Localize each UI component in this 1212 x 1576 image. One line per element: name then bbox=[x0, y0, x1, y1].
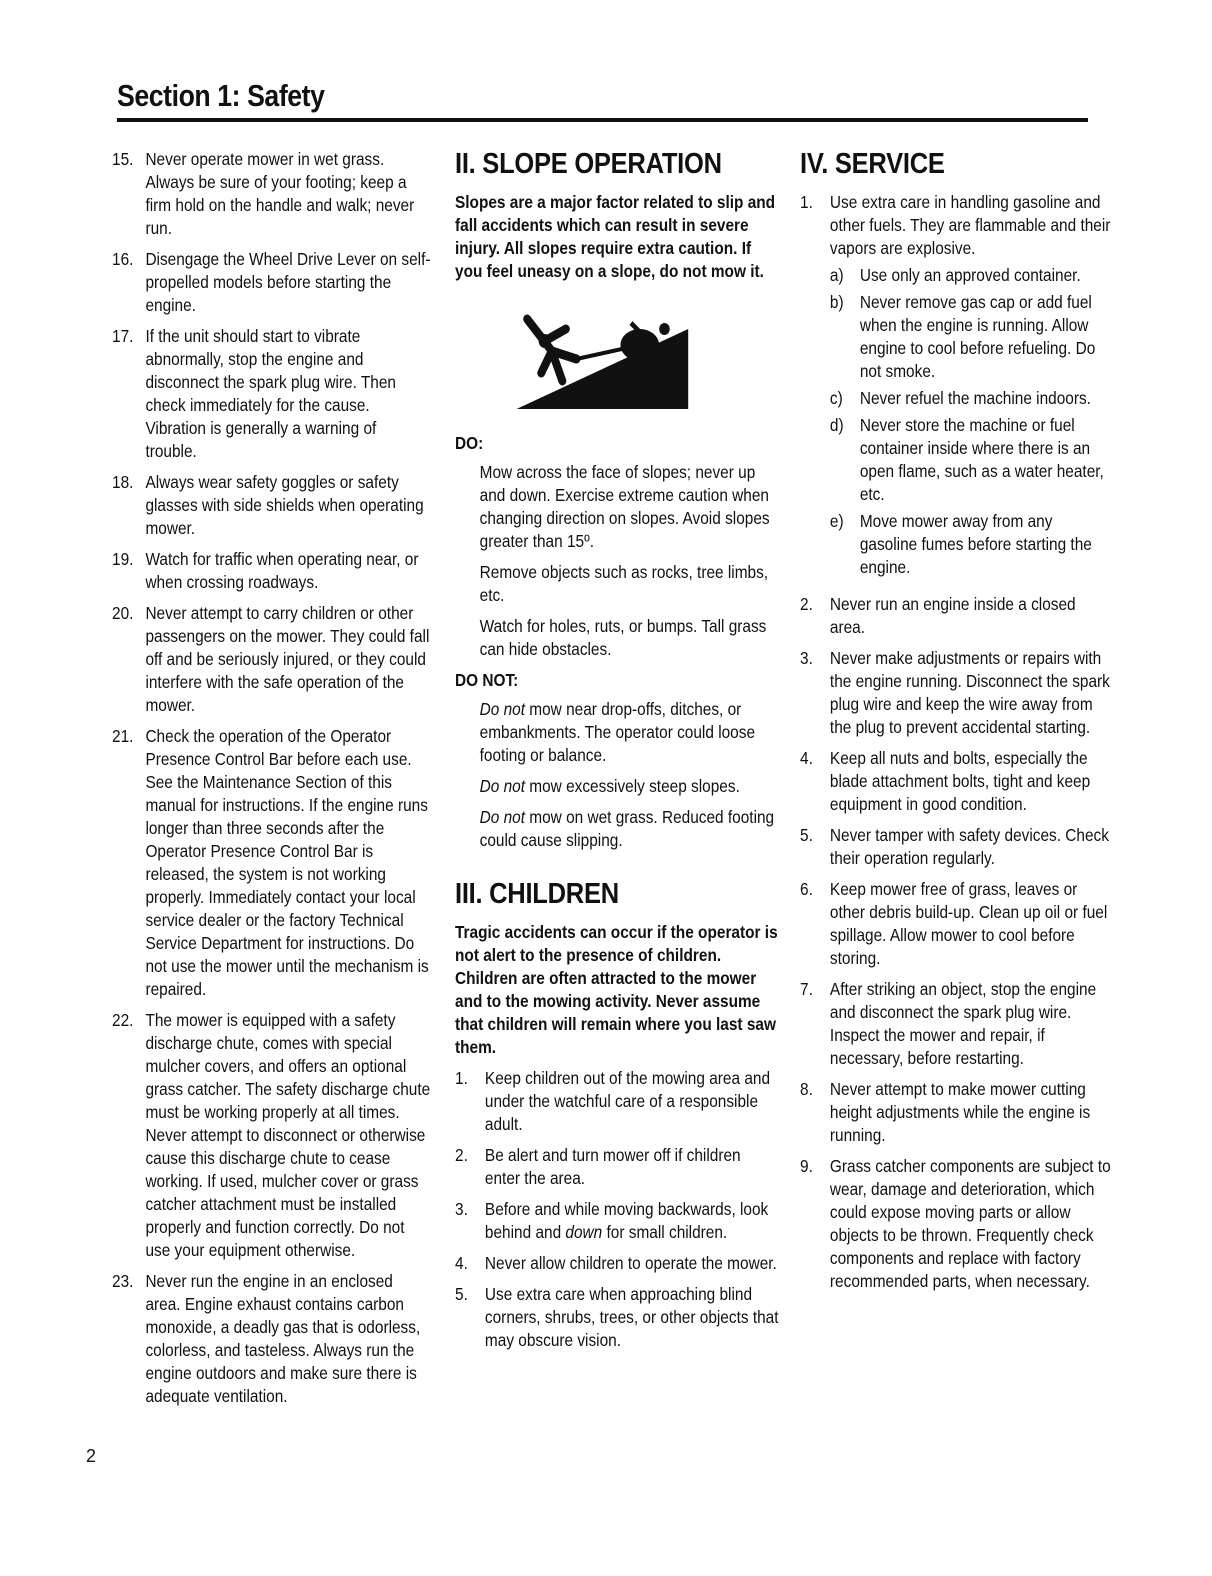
list-item: 15. Never operate mower in wet grass. Always be sure of your footing; keep a firm hold on the handle and walk; never run. bbox=[112, 149, 415, 238]
sublist-item: b) Never remove gas cap or add fuel when the engine is running. Allow engine to cool before refueling. Do not smoke. bbox=[829, 292, 1096, 381]
list-item: 4. Never allow children to operate the mower. bbox=[455, 1253, 777, 1273]
do-not-item: Do not mow near drop-offs, ditches, or embankments. The operator could loose footing or balance. bbox=[479, 699, 756, 765]
list-item: 4. Keep all nuts and bolts, especially the blade attachment bolts, tight and keep equipment in good condition. bbox=[800, 748, 1091, 814]
service-list bbox=[800, 191, 1112, 1293]
list-item: 8. Never attempt to make mower cutting height adjustments while the engine is running. bbox=[800, 1079, 1091, 1145]
list-item: 21. Check the operation of the Operator Presence Control Bar before each use. See the Maintenance Section of this manual for instructions. If the engine runs longer than three seconds after the Operator Presence Control Bar is released, the system is not working properly. Immediately contact your local service dealer or the factory Technical Service Department for instructions. Do not use the mower until the mechanism is repaired. bbox=[112, 726, 429, 999]
page-title: Section 1: Safety bbox=[117, 78, 325, 113]
do-not-label: DO NOT: bbox=[455, 670, 519, 690]
list-item: 9. Grass catcher components are subject to wear, damage and deterioration, which could expose moving parts or allow objects to be thrown. Frequently check components and replace with factory recommended parts, when necessary. bbox=[800, 1156, 1111, 1291]
list-item: 5. Never tamper with safety devices. Check their operation regularly. bbox=[800, 825, 1109, 868]
safety-list-continued bbox=[112, 148, 431, 1408]
do-not-item: Do not mow excessively steep slopes. bbox=[479, 776, 740, 796]
list-item: 16. Disengage the Wheel Drive Lever on self-propelled models before starting the engine. bbox=[112, 249, 431, 315]
sublist-item: e) Move mower away from any gasoline fumes before starting the engine. bbox=[829, 511, 1092, 577]
list-item: 17. If the unit should start to vibrate abnormally, stop the engine and disconnect the spark plug wire. Then check immediately for the cause. Vibration is generally a warning of trouble. bbox=[112, 326, 396, 461]
fuel-sublist bbox=[830, 264, 1112, 579]
do-not-item: Do not mow on wet grass. Reduced footing could cause slipping. bbox=[479, 807, 775, 850]
slope-intro: Slopes are a major factor related to slip and fall accidents which can result in severe injury. All slopes require extra caution. If you feel uneasy on a slope, do not mow it. bbox=[455, 192, 776, 281]
list-item: 2. Never run an engine inside a closed area. bbox=[800, 594, 1076, 637]
list-item: 5. Use extra care when approaching blind corners, shrubs, trees, or other objects that may obscure vision. bbox=[455, 1284, 779, 1350]
do-item: Remove objects such as rocks, tree limbs, etc. bbox=[479, 562, 769, 605]
page-number: 2 bbox=[86, 1446, 97, 1466]
children-heading: III. CHILDREN bbox=[455, 878, 619, 910]
list-item: 6. Keep mower free of grass, leaves or other debris build-up. Clean up oil or fuel spillage. Allow mower to cool before storing. bbox=[800, 879, 1108, 968]
list-item: 23. Never run the engine in an enclosed area. Engine exhaust contains carbon monoxide, a deadly gas that is odorless, colorless, and tasteless. Always run the engine outdoors and make sure there is adequate ventilation. bbox=[112, 1271, 421, 1406]
list-item: 7. After striking an object, stop the engine and disconnect the spark plug wire. Inspect the mower and repair, if necessary, before restarting. bbox=[800, 979, 1097, 1068]
slope-warning-pictogram bbox=[508, 311, 693, 411]
column-middle bbox=[455, 148, 780, 1360]
slope-heading: II. SLOPE OPERATION bbox=[455, 148, 722, 180]
column-left bbox=[112, 148, 432, 1416]
service-heading: IV. SERVICE bbox=[800, 148, 945, 180]
list-item: 2. Be alert and turn mower off if children enter the area. bbox=[455, 1145, 741, 1188]
title-divider bbox=[117, 118, 1088, 122]
list-item: 3. Never make adjustments or repairs with the engine running. Disconnect the spark plug wire and keep the wire away from the plug to prevent accidental starting. bbox=[800, 648, 1110, 737]
do-item: Mow across the face of slopes; never up and down. Exercise extreme caution when changing direction on slopes. Avoid slopes greater than 15º. bbox=[479, 462, 770, 551]
list-item: 20. Never attempt to carry children or other passengers on the mower. They could fall off and be seriously injured, or they could interfere with the safe operation of the mower. bbox=[112, 603, 430, 715]
do-label: DO: bbox=[455, 433, 484, 453]
list-item: 3. Before and while moving backwards, look behind and down for small children. bbox=[455, 1199, 769, 1242]
list-item: 22. The mower is equipped with a safety discharge chute, comes with special mulcher covers, and offers an optional grass catcher. The safety discharge chute must be working properly at all times. Never attempt to disconnect or otherwise cause this discharge chute to cease working. If used, mulcher cover or grass catcher attachment must be installed properly and function correctly. Do not use your equipment otherwise. bbox=[112, 1010, 431, 1260]
do-item: Watch for holes, ruts, or bumps. Tall grass can hide obstacles. bbox=[479, 616, 767, 659]
list-item: 1. Keep children out of the mowing area and under the watchful care of a responsible adult. bbox=[455, 1068, 771, 1134]
sublist-item: d) Never store the machine or fuel container inside where there is an open flame, such as a water heater, etc. bbox=[829, 415, 1104, 504]
children-list bbox=[455, 1067, 780, 1352]
column-right bbox=[800, 148, 1112, 1301]
sublist-item: a) Use only an approved container. bbox=[829, 265, 1081, 285]
children-intro: Tragic accidents can occur if the operator is not alert to the presence of children. Children are often attracted to the mower and to the mowing activity. Never assume that children will remain where you last saw them. bbox=[455, 922, 778, 1057]
list-item: 18. Always wear safety goggles or safety glasses with side shields when operating mower. bbox=[112, 472, 424, 538]
list-item: 1. Use extra care in handling gasoline and other fuels. They are flammable and their vapors are explosive. a) Use only an approved container. b) Never remove gas cap or add fuel when the engine is running. Allow engine to cool before refueling. Do not smoke. c) Never refuel the machine indoors. d) Never store the machine or fuel container inside where there is an open flame, such as a water heater, etc. e) Move mower away from any gasoline fumes before starting the engine. bbox=[800, 192, 1111, 577]
list-item: 19. Watch for traffic when operating near, or when crossing roadways. bbox=[112, 549, 419, 592]
sublist-item: c) Never refuel the machine indoors. bbox=[829, 388, 1091, 408]
